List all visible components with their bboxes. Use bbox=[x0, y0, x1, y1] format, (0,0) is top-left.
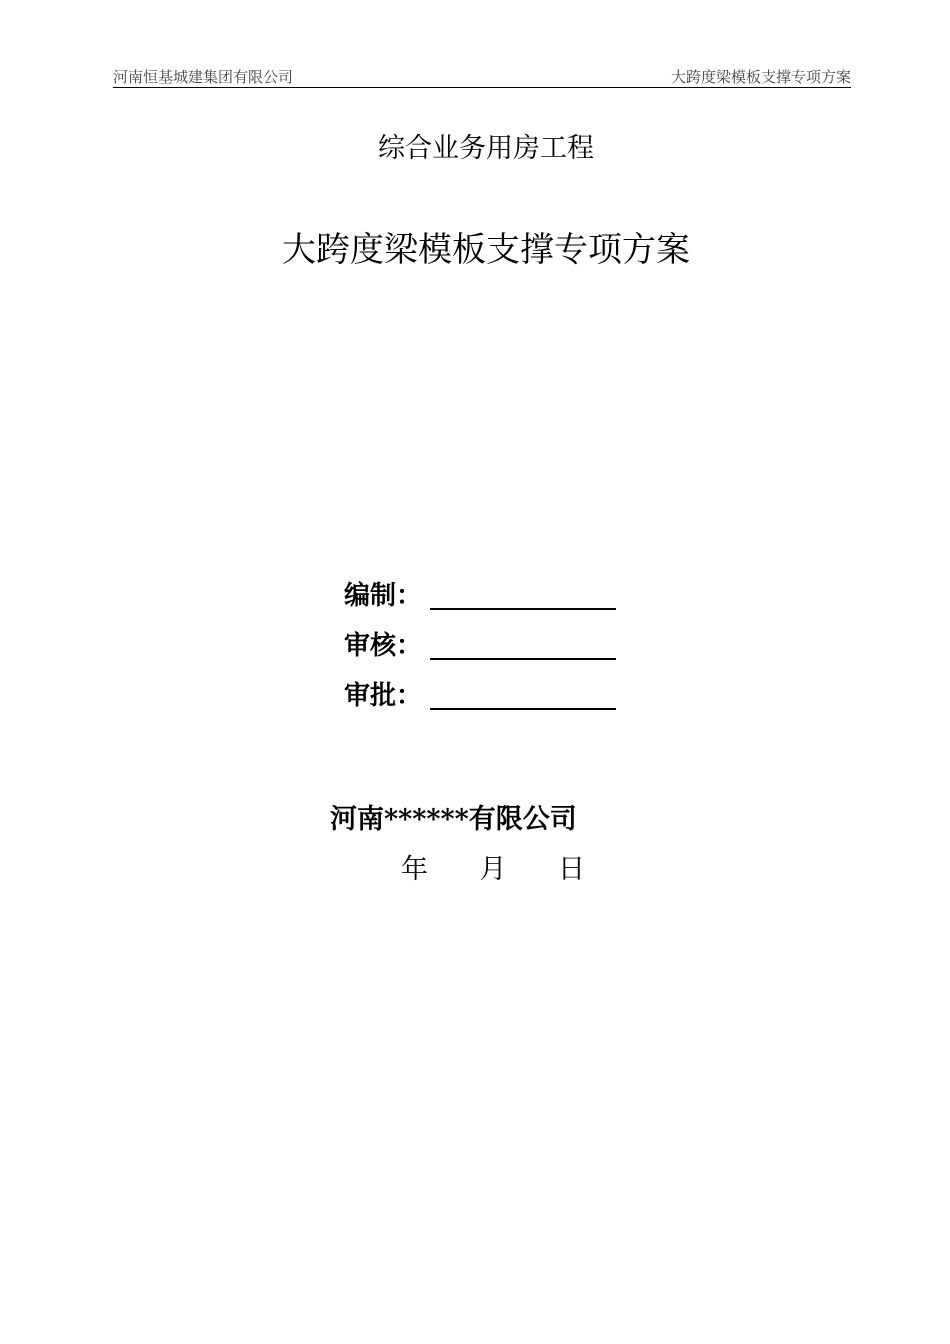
header-document-name: 大跨度梁模板支撑专项方案 bbox=[670, 68, 851, 86]
signature-row-approved bbox=[344, 678, 624, 728]
signature-line bbox=[430, 658, 616, 660]
header-company-name: 河南恒基城建集团有限公司 bbox=[113, 68, 294, 86]
page-header bbox=[113, 66, 851, 88]
signature-line bbox=[430, 708, 616, 710]
signature-line bbox=[430, 608, 616, 610]
signature-row-reviewed bbox=[344, 628, 624, 678]
date-line: 年 月 日 bbox=[401, 854, 585, 885]
signature-row-compiled bbox=[344, 578, 624, 628]
signature-block bbox=[344, 578, 624, 728]
signature-label: 审批： bbox=[344, 681, 423, 711]
project-title: 综合业务用房工程 bbox=[378, 133, 594, 164]
signature-label: 审核： bbox=[344, 631, 423, 661]
document-title: 大跨度梁模板支撑专项方案 bbox=[282, 230, 690, 270]
signature-label: 编制： bbox=[344, 581, 423, 611]
company-name: 河南******有限公司 bbox=[330, 804, 577, 835]
